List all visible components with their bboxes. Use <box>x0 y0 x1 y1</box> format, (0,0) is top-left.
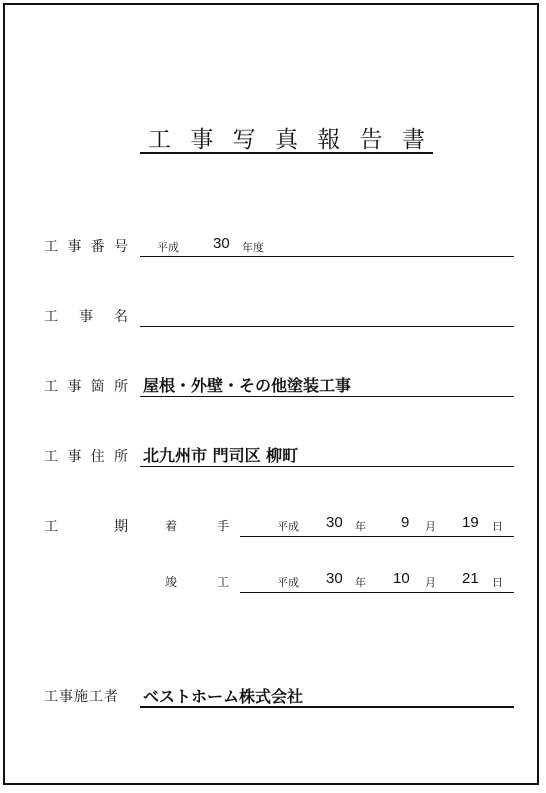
label-char: 事 <box>79 309 93 325</box>
construction-name-line <box>140 326 514 327</box>
construction-address-value[interactable]: 北九州市 門司区 柳町 <box>143 446 299 465</box>
period-end-era: 平成 <box>277 576 299 589</box>
period-start-year[interactable]: 30 <box>326 514 343 531</box>
label-char: 工 <box>44 519 58 535</box>
label-char: 箇 <box>90 379 105 395</box>
period-start-month-unit: 月 <box>425 520 436 533</box>
label-char: 手 <box>216 519 229 533</box>
label-char: 号 <box>113 239 128 255</box>
construction-no-line <box>140 256 514 257</box>
construction-no-suffix: 年度 <box>242 241 264 254</box>
contractor-label: 工事施工者 <box>44 689 119 705</box>
title-char: 工 <box>148 126 171 153</box>
label-char: 工 <box>44 239 58 255</box>
label-char: 工 <box>216 575 229 589</box>
period-start-line <box>240 536 514 537</box>
construction-name-label <box>44 306 128 326</box>
period-end-label <box>165 573 229 590</box>
construction-location-value[interactable]: 屋根・外壁・その他塗装工事 <box>143 376 352 395</box>
label-char: 竣 <box>165 575 178 589</box>
period-end-year[interactable]: 30 <box>326 570 343 587</box>
title-char: 写 <box>232 126 256 153</box>
title-char: 書 <box>401 126 425 153</box>
contractor-line <box>140 706 514 708</box>
construction-location-label <box>44 376 128 396</box>
period-start-month[interactable]: 9 <box>401 514 410 531</box>
period-start-year-unit: 年 <box>355 520 366 533</box>
label-char: 事 <box>67 449 82 465</box>
label-char: 事 <box>67 379 82 395</box>
label-char: 着 <box>165 519 178 533</box>
period-end-line <box>240 592 514 593</box>
period-start-label <box>165 517 229 534</box>
label-char: 工 <box>44 449 58 465</box>
construction-address-line <box>140 466 514 467</box>
label-char: 工 <box>44 309 58 325</box>
period-start-day[interactable]: 19 <box>462 514 479 531</box>
title-char: 告 <box>359 126 383 153</box>
period-start-day-unit: 日 <box>492 520 503 533</box>
label-char: 工 <box>44 379 58 395</box>
period-end-month[interactable]: 10 <box>393 570 410 587</box>
label-char: 所 <box>113 449 128 465</box>
label-char: 番 <box>90 239 105 255</box>
contractor-value[interactable]: ベストホーム株式会社 <box>143 687 304 706</box>
period-label <box>44 516 128 536</box>
construction-no-label <box>44 236 128 256</box>
title-char: 真 <box>274 126 298 153</box>
construction-address-label <box>44 446 128 466</box>
document-title <box>140 122 433 154</box>
title-char: 報 <box>317 126 341 153</box>
period-end-day-unit: 日 <box>492 576 503 589</box>
period-end-month-unit: 月 <box>425 576 436 589</box>
label-char: 住 <box>90 449 105 465</box>
label-char: 所 <box>113 379 128 395</box>
label-char: 名 <box>114 309 128 325</box>
title-char: 事 <box>190 126 214 153</box>
period-end-year-unit: 年 <box>355 576 366 589</box>
label-char: 期 <box>114 519 128 535</box>
label-char: 事 <box>67 239 82 255</box>
construction-no-year: 30 <box>213 235 230 252</box>
construction-location-line <box>140 396 514 397</box>
period-end-day[interactable]: 21 <box>462 570 479 587</box>
period-start-era: 平成 <box>277 520 299 533</box>
construction-no-era: 平成 <box>157 241 179 254</box>
